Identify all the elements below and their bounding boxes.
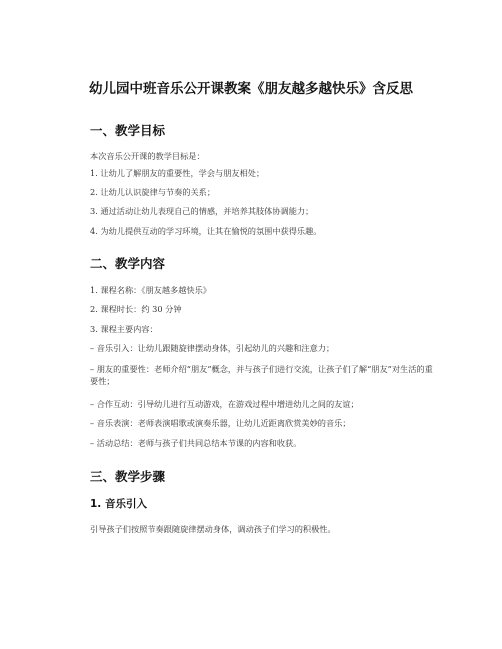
- objective-item: 1. 让幼儿了解朋友的重要性，学会与朋友相处；: [90, 168, 265, 178]
- step-text: 引导孩子们按照节奏跟随旋律摆动身体，调动孩子们学习的积极性。: [90, 524, 336, 534]
- content-bullet: – 音乐引入：让幼儿跟随旋律摆动身体，引起幼儿的兴趣和注意力；: [90, 343, 335, 353]
- objective-item: 2. 让幼儿认识旋律与节奏的关系；: [90, 187, 216, 197]
- section-heading-objectives: 一、教学目标: [90, 123, 166, 138]
- section-heading-steps: 三、教学步骤: [90, 469, 166, 484]
- content-item: 2. 课程时长：约 30 分钟: [90, 304, 182, 314]
- content-item: 1. 课程名称：《朋友越多越快乐》: [90, 285, 211, 295]
- content-item: 3. 课程主要内容：: [90, 324, 158, 334]
- content-bullet: – 活动总结：老师与孩子们共同总结本节课的内容和收获。: [90, 438, 302, 448]
- objective-item: 4. 为幼儿提供互动的学习环境，让其在愉悦的氛围中获得乐趣。: [90, 226, 322, 236]
- section-heading-content: 二、教学内容: [90, 256, 166, 271]
- objectives-intro: 本次音乐公开课的教学目标是：: [90, 151, 205, 161]
- content-bullet: – 朋友的重要性：老师介绍“朋友”概念，并与孩子们进行交流，让孩子们了解“朋友”对生活的重要性；: [90, 364, 433, 386]
- objective-item: 3. 通过活动让幼儿表现自己的情感，并培养其肢体协调能力；: [90, 206, 314, 216]
- content-bullet: – 合作互动：引导幼儿进行互动游戏，在游戏过程中增进幼儿之间的友谊；: [90, 399, 359, 409]
- step-subheading: 1. 音乐引入: [90, 498, 147, 510]
- content-bullet: – 音乐表演：老师表演唱歌或演奏乐器，让幼儿近距离欣赏美妙的音乐；: [90, 418, 351, 428]
- document-title: 幼儿园中班音乐公开课教案《朋友越多越快乐》含反思: [89, 81, 413, 97]
